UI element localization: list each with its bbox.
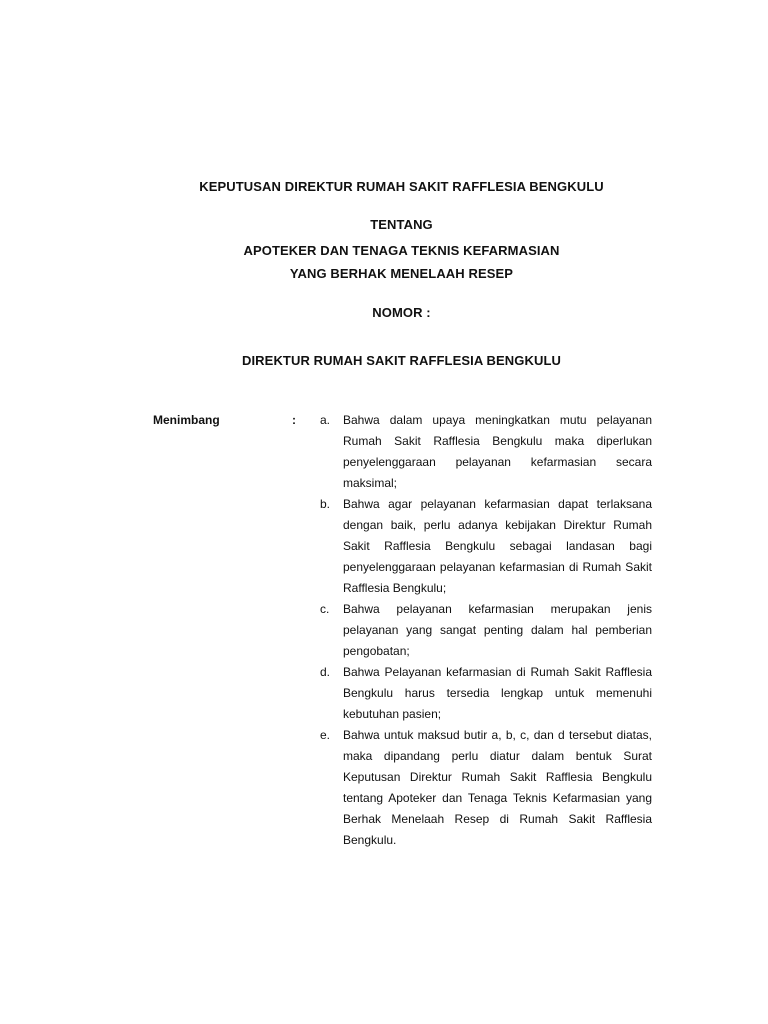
document-title: KEPUTUSAN DIREKTUR RUMAH SAKIT RAFFLESIA BENGKULU — [199, 179, 604, 194]
item-letter: e. — [320, 728, 331, 742]
item-text: Bahwa Pelayanan kefarmasian di Rumah Sakit Rafflesia Bengkulu harus tersedia lengkap untuk memenuhi kebutuhan pasien; — [343, 665, 652, 721]
item-letter: d. — [320, 665, 331, 679]
list-item — [320, 410, 652, 494]
item-text: Bahwa pelayanan kefarmasian merupakan jenis pelayanan yang sangat penting dalam hal pemberian pengobatan; — [343, 602, 652, 658]
issuer-heading: DIREKTUR RUMAH SAKIT RAFFLESIA BENGKULU — [241, 353, 562, 368]
item-letter: b. — [320, 497, 331, 511]
list-item — [320, 662, 652, 725]
list-item — [320, 725, 652, 851]
subject-line-1: APOTEKER DAN TENAGA TEKNIS KEFARMASIAN — [243, 243, 560, 258]
list-item — [320, 599, 652, 662]
item-text: Bahwa dalam upaya meningkatkan mutu pelayanan Rumah Sakit Rafflesia Bengkulu maka diperlukan penyelenggaraan pelayanan kefarmasian secara maksimal; — [343, 413, 652, 490]
tentang-heading: TENTANG — [370, 217, 433, 232]
item-text: Bahwa agar pelayanan kefarmasian dapat terlaksana dengan baik, perlu adanya kebijakan Direktur Rumah Sakit Rafflesia Bengkulu sebagai landasan bagi penyelenggaraan pelayanan kefarmasian di Rumah Sakit Rafflesia Bengkulu; — [343, 497, 652, 595]
menimbang-label: Menimbang — [153, 413, 220, 427]
menimbang-colon: : — [292, 413, 296, 427]
list-item — [320, 494, 652, 599]
nomor-heading: NOMOR : — [372, 305, 431, 320]
subject-line-2: YANG BERHAK MENELAAH RESEP — [289, 266, 514, 281]
considering-list — [320, 410, 652, 851]
item-letter: c. — [320, 602, 330, 616]
item-letter: a. — [320, 413, 331, 427]
item-text: Bahwa untuk maksud butir a, b, c, dan d tersebut diatas, maka dipandang perlu diatur dalam bentuk Surat Keputusan Direktur Rumah Sakit Rafflesia Bengkulu tentang Apoteker dan Tenaga Teknis Kefarmasian yang Berhak Menelaah Resep di Rumah Sakit Rafflesia Bengkulu. — [343, 728, 652, 847]
